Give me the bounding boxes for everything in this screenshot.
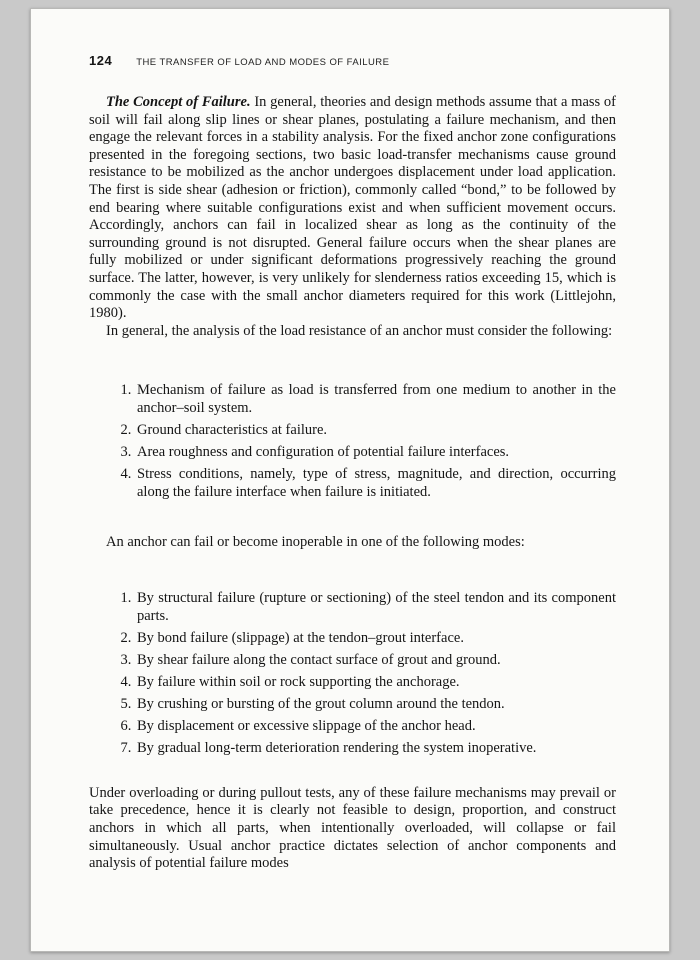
list-item: 2. Ground characteristics at failure.: [135, 422, 616, 440]
paragraph-failure-modes-intro: An anchor can fail or become inoperable in one of the following modes:: [106, 534, 525, 551]
page-number: 124: [89, 53, 113, 68]
paragraph-analysis-intro: In general, the analysis of the load resistance of an anchor must consider the following:: [106, 322, 613, 339]
list-item: 4. By failure within soil or rock supporting the anchorage.: [135, 674, 616, 692]
section-heading-inline: The Concept of Failure.: [106, 94, 251, 110]
paragraph-closing: Under overloading or during pullout tests, any of these failure mechanisms may prevail or take precedence, hence it is clearly not feasible to design, proportion, and construct anchors in which all parts, when intentionally overloaded, will collapse or fail simultaneously. Usual anchor practice dictates selection of anchor components and analysis of potential failure modes: [89, 784, 616, 872]
running-head-title: THE TRANSFER OF LOAD AND MODES OF FAILURE: [136, 57, 390, 68]
list-item: 6. By displacement or excessive slippage of the anchor head.: [135, 718, 616, 736]
list-analysis-considerations: [89, 382, 616, 501]
running-header: [89, 53, 616, 68]
paragraph-intro-text: In general, theories and design methods assume that a mass of soil will fail along slip lines or shear planes, postulating a failure mechanism, and then engage the relevant forces in a stability analysis. For the fixed anchor zone configurations presented in the foregoing sections, two basic load-transfer mechanisms cause ground resistance to be mobilized as the anchor undergoes displacement under load application. The first is side shear (adhesion or friction), commonly called “bond,” to be followed by end bearing where suitable configurations exist and when sufficient movement occurs. Accordingly, anchors can fail in localized shear as long as the continuity of the surrounding ground is not disrupted. General failure occurs when the shear planes are fully mobilized or under significant deformations progressively reaching the ground surface. The latter, however, is very unlikely for slenderness ratios exceeding 15, which is commonly the case with the small anchor diameters required for this work (Littlejohn, 1980).: [89, 94, 617, 322]
page-content: [89, 53, 616, 873]
page-body: [89, 94, 616, 873]
list-item: 5. By crushing or bursting of the grout column around the tendon.: [135, 696, 616, 714]
list-item: 3. Area roughness and configuration of potential failure interfaces.: [135, 444, 616, 462]
list-item: 7. By gradual long-term deterioration rendering the system inoperative.: [135, 740, 616, 758]
list-item: 2. By bond failure (slippage) at the tendon–grout interface.: [135, 630, 616, 648]
list-item: 1. Mechanism of failure as load is transferred from one medium to another in the anchor–soil system.: [135, 382, 616, 417]
list-item: 4. Stress conditions, namely, type of stress, magnitude, and direction, occurring along the failure interface when failure is initiated.: [135, 466, 616, 501]
list-item: 3. By shear failure along the contact surface of grout and ground.: [135, 652, 616, 670]
list-failure-modes: [89, 590, 616, 758]
paragraph-concept-of-failure: [89, 94, 616, 323]
list-item: 1. By structural failure (rupture or sectioning) of the steel tendon and its component parts.: [135, 590, 616, 625]
book-page: [30, 8, 670, 952]
